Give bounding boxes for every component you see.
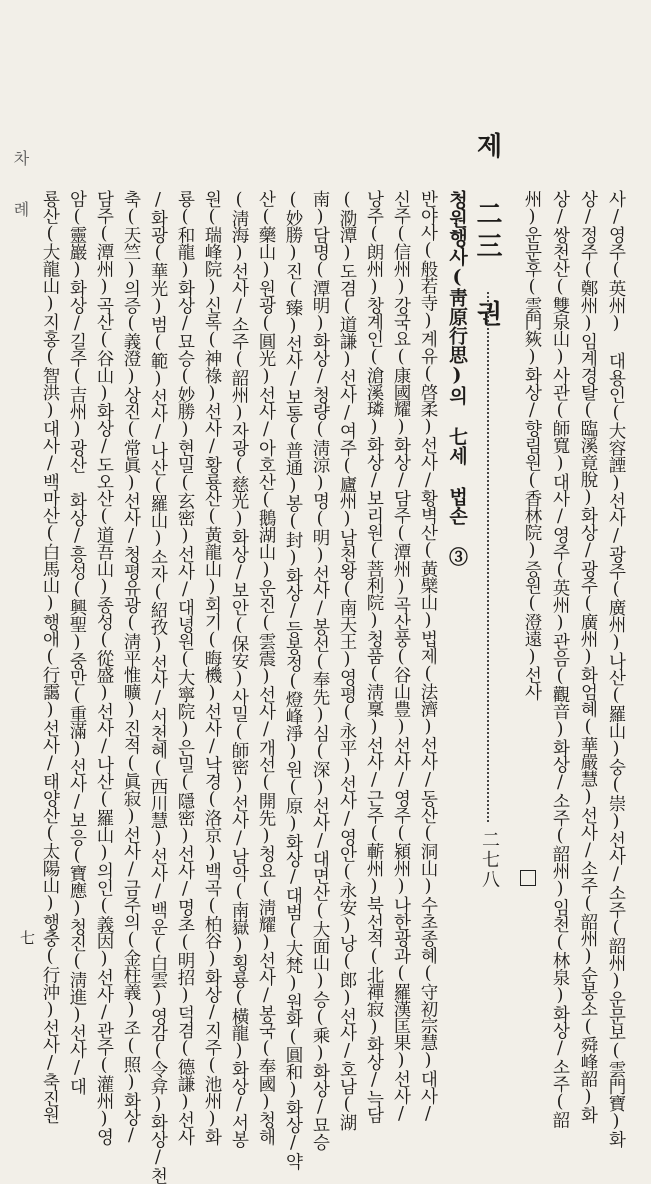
toc-line: 州)운문후(雲門㷇)화상/향림원(香林院)증원(澄遠)선사 (522, 190, 542, 701)
chapter-title: 제 二三 권 (472, 132, 502, 332)
contents-mark: 차 례 (11, 150, 30, 225)
section-title: 청원행사(靑原行思)의 七세 법손 ③ (446, 190, 468, 566)
toc-line: /화광(華光)범(範)선사/나산(羅山)소자(紹孜)선사/서천혜(西川慧)선사/백운(白雲)영감(令弇)화상/천 (148, 190, 168, 1184)
page-number: 七 (18, 930, 36, 945)
toc-line: 사/영주(英州) 대용인(大容諲)선사/광주(廣州)나산(羅山)숭(崇)선사/소주(韶州)운문보(雲門寶)화 (606, 190, 626, 1148)
toc-line: 南)담명(潭明)화상/청량(淸涼)명(明)선사/봉선(奉先)심(深)선사/대면산(大面山)승(乘)화상/묘승 (310, 190, 330, 1151)
chapter-page-number: 二七八 (479, 830, 500, 890)
toc-line: (泐潭)도겸(道謙)선사/여주(廬州)남천왕(南天王)영평(永平)선사/영안(永安)낭(郎)선사/호남(湖 (337, 190, 357, 1131)
box-mark (520, 870, 536, 886)
toc-line: 담주(潭州)곡산(谷山)화상/도오산(道吾山)종성(從盛)선사/나산(羅山)의인(義因)선사/관주(灌州)영 (94, 190, 114, 1146)
toc-line: 반야사(般若寺)계유(啓柔)선사/황벽산(黃檗山)법제(法濟)선사/동산(洞山)수초종혜(守初宗慧)대사/ (418, 190, 438, 1124)
toc-line: 상/정주(鄭州)임계경탈(臨溪竟脫)화상/광주(廣州)화엄혜(華嚴慧)선사/소주(韶州)순봉소(舜峰韶)화 (578, 190, 598, 1124)
toc-line: 낭주(朗州)창계인(滄溪璘)화상/보리원(菩利院)청품(淸稟)선사/근주(蘄州)북선적(北禪寂)화상/늑담 (364, 190, 384, 1124)
toc-line: 산(藥山)원광(圓光)선사/아호산(鵝湖山)운진(雲震)선사/개선(開先)청요(淸耀)선사/봉국(奉國)청해 (256, 190, 276, 1146)
toc-line: 상/쌍천산(雙泉山)사관(師寬)대사/영주(英州)관음(觀音)화상/소주(韶州)임천(林泉)화상/소주(韶 (550, 190, 570, 1129)
toc-line: 룡산(大龍山)지홍(智洪)대사/백마산(白馬山)행애(行靄)선사/태양산(太陽山)행충(行沖)선사/축진원 (40, 190, 60, 1124)
toc-line: (淸海)선사/소주(韶州)자광(慈光)화상/보안(保安)사밀(師密)선사/남악(南嶽)횡룡(橫龍)화상/서봉 (229, 190, 249, 1148)
toc-line: 원(瑞峰院)신록(神祿)선사/황룡산(黃龍山)회기(晦機)선사/낙경(洛京)백곡(柏谷)화상/지주(池州)화 (202, 190, 222, 1146)
toc-line: 룡(和龍)화상/묘승(妙勝)현밀(玄密)선사/대녕원(大寧院)은밀(隱密)선사/명초(明招)덕겸(德謙)선사 (175, 190, 195, 1146)
toc-line: (妙勝)진(臻)선사/보통(普通)봉(封)화상/등봉정(燈峰淨)원(原)화상/대범(大梵)원화(圓和)화상/약 (283, 190, 303, 1170)
toc-line: 암(靈巖)화상/길주(吉州)광산 화상/흥성(興聖)중만(重滿)선사/보응(寶應)청진(淸進)선사/대 (67, 190, 87, 1095)
leader-dots (487, 292, 491, 822)
toc-line: 신주(信州)강국요(康國耀)화상/담주(潭州)곡산풍(谷山豊)선사/영주(潁州)나한광과(羅漢匡果)선사/ (391, 190, 411, 1124)
toc-line: 축(天竺)의증(義澄)상진(常眞)선사/청평유광(淸平惟曠)진적(眞寂)선사/금주의(金柱義)조(照)화상/ (121, 190, 141, 1146)
